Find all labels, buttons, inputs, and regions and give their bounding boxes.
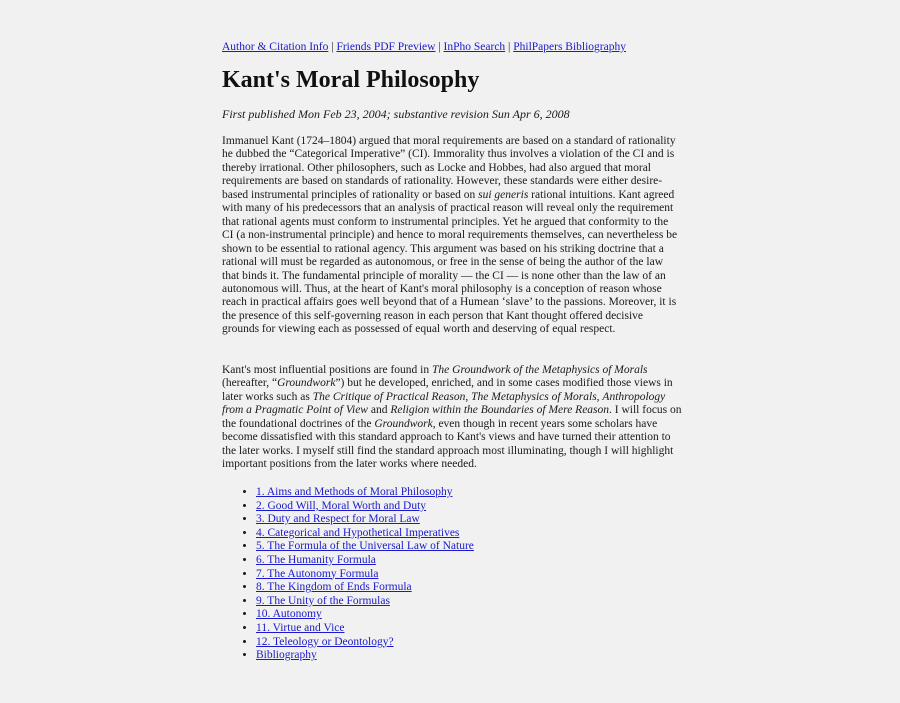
toc-item	[256, 486, 474, 500]
publication-info: First published Mon Feb 23, 2004; substantive revision Sun Apr 6, 2008	[222, 107, 570, 121]
toc-item	[256, 513, 474, 527]
toc-link-unity-formulas[interactable]: 9. The Unity of the Formulas	[256, 594, 390, 607]
toc-link-bibliography[interactable]: Bibliography	[256, 649, 317, 662]
toc-link-autonomy[interactable]: 10. Autonomy	[256, 608, 322, 621]
toc-item	[256, 581, 474, 595]
book-title: Anthropology from a Pragmatic Point of View	[222, 390, 666, 417]
toc-link-universal-law[interactable]: 5. The Formula of the Universal Law of Nature	[256, 540, 474, 553]
book-title: Groundwork	[277, 377, 336, 390]
toc-link-virtue-vice[interactable]: 11. Virtue and Vice	[256, 621, 345, 634]
nav-separator: |	[328, 41, 337, 53]
toc-item	[256, 554, 474, 568]
intro-paragraph: Immanuel Kant (1724–1804) argued that moral requirements are based on a standard of rationality he dubbed the “Categorical Imperative” (CI). Immorality thus involves a violation of the CI and is thereby irrational. Other philosophers, such as Locke and Hobbes, had also argued that moral requirements are based on standards of rationality. However, these standards were either desire-based instrumental principles of rationality or based on sui generis rational intuitions. Kant agreed with many of his predecessors that an analysis of practical reason will reveal only the requirement that rational agents must conform to instrumental principles. Yet he argued that conformity to the CI (a non-instrumental principle) and hence to moral requirements themselves, can nevertheless be shown to be essential to rational agency. This argument was based on his striking doctrine that a rational will must be regarded as autonomous, or free in the sense of being the author of the law that binds it. The fundamental principle of morality — the CI — is none other than the law of an autonomous will. Thus, at the heart of Kant's moral philosophy is a conception of reason whose reach in practical affairs goes well beyond that of a Humean ‘slave’ to the passions. Moreover, it is the presence of this self-governing reason in each person that Kant thought offered decisive grounds for viewing each as possessed of equal worth and deserving of equal respect.	[222, 135, 678, 336]
toc-link-imperatives[interactable]: 4. Categorical and Hypothetical Imperatives	[256, 526, 460, 539]
toc-item	[256, 500, 474, 514]
book-title: Groundwork	[374, 417, 433, 430]
toc-item	[256, 568, 474, 582]
nav-link-inpho-search[interactable]: InPho Search	[443, 41, 506, 53]
toc-item	[256, 636, 474, 650]
toc-link-kingdom-of-ends[interactable]: 8. The Kingdom of Ends Formula	[256, 581, 412, 594]
page-title: Kant's Moral Philosophy	[222, 67, 480, 93]
table-of-contents	[236, 486, 474, 663]
italic-term: sui generis	[478, 188, 529, 201]
toc-link-duty-respect[interactable]: 3. Duty and Respect for Moral Law	[256, 513, 420, 526]
top-navigation	[222, 40, 682, 54]
works-paragraph: Kant's most influential positions are found in The Groundwork of the Metaphysics of Morals (hereafter, “Groundwork”) but he developed, enriched, and in some cases modified those views in later works such as The Critique of Practical Reason, The Metaphysics of Morals, Anthropology from a Pragmatic Point of View and Religion within the Boundaries of Mere Reason. I will focus on the foundational doctrines of the Groundwork, even though in recent years some scholars have become dissatisfied with this standard approach to Kant's views and have turned their attention to the later works. I myself still find the standard approach most illuminating, though I will highlight important positions from the later works where needed.	[222, 364, 682, 471]
toc-item	[256, 649, 474, 663]
toc-link-teleology[interactable]: 12. Teleology or Deontology?	[256, 635, 394, 648]
book-title: The Critique of Practical Reason	[312, 390, 466, 403]
toc-link-good-will[interactable]: 2. Good Will, Moral Worth and Duty	[256, 499, 427, 512]
nav-link-author-citation[interactable]: Author & Citation Info	[222, 41, 329, 53]
toc-item	[256, 608, 474, 622]
toc-item	[256, 622, 474, 636]
toc-link-autonomy-formula[interactable]: 7. The Autonomy Formula	[256, 567, 379, 580]
toc-item	[256, 540, 474, 554]
nav-link-philpapers[interactable]: PhilPapers Bibliography	[513, 41, 626, 53]
nav-separator: |	[435, 41, 444, 53]
nav-separator: |	[505, 41, 514, 53]
book-title: Religion within the Boundaries of Mere Reason	[390, 404, 610, 417]
nav-link-pdf-preview[interactable]: Friends PDF Preview	[336, 41, 436, 53]
toc-item	[256, 527, 474, 541]
toc-item	[256, 595, 474, 609]
book-title: The Groundwork of the Metaphysics of Morals	[432, 364, 648, 376]
book-title: The Metaphysics of Morals	[471, 390, 597, 403]
toc-link-humanity-formula[interactable]: 6. The Humanity Formula	[256, 553, 376, 566]
toc-link-aims-methods[interactable]: 1. Aims and Methods of Moral Philosophy	[256, 486, 453, 498]
